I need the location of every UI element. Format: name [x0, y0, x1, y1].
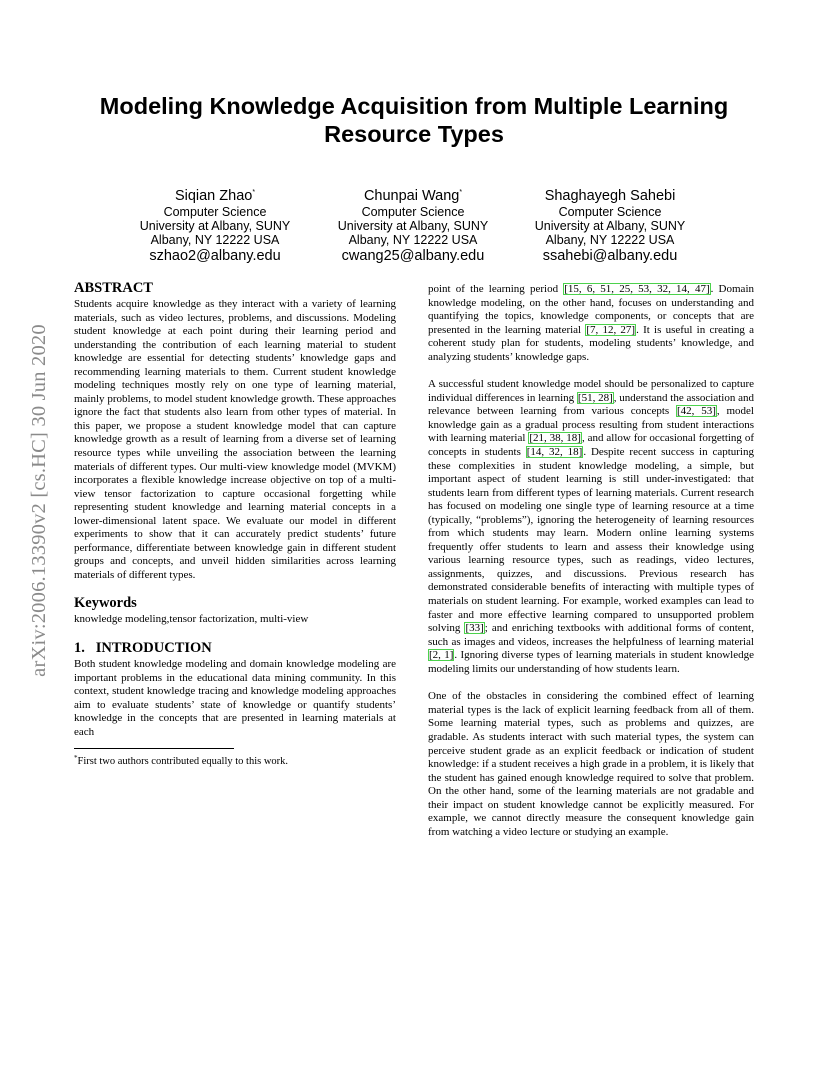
- author-department: Computer Science: [361, 205, 465, 219]
- author-name: Siqian Zhao*: [174, 188, 256, 204]
- author-university: University at Albany, SUNY: [337, 219, 489, 233]
- author-university: University at Albany, SUNY: [139, 219, 291, 233]
- author-university: University at Albany, SUNY: [534, 219, 686, 233]
- author-department: Computer Science: [163, 205, 267, 219]
- citation-link[interactable]: [51, 28]: [577, 391, 613, 404]
- citation-link[interactable]: [14, 32, 18]: [526, 446, 583, 459]
- introduction-heading: 1. INTRODUCTION: [74, 640, 212, 657]
- intro-paragraph-continued: point of the learning period [15, 6, 51, 25, 53, 32, 14, 47]. Domain knowledge modeling, on the other hand, focuses on understanding and quantifying the topics, knowledge components, or concepts that are presented in the learning material [7, 12, 27]. It is useful in creating a coherent study plan for students, modeling students’ knowledge, and analyzing students’ knowledge gaps.: [428, 283, 754, 363]
- arxiv-identifier-text: arXiv:2006.13390v2 [cs.HC] 30 Jun 2020: [27, 323, 50, 677]
- citation-link[interactable]: [33]: [465, 622, 484, 635]
- citation-link[interactable]: [7, 12, 27]: [586, 323, 636, 336]
- right-column: [428, 283, 754, 839]
- introduction-paragraph-1: Both student knowledge modeling and domain knowledge modeling are important problems in the educational data mining community. In this context, student knowledge tracing and knowledge modeling approaches aim to evaluate students’ state of knowledge or quantify students’ knowledge in the concepts that are presented in learning materials at each: [74, 658, 396, 738]
- intro-paragraph-2: A successful student knowledge model should be personalized to capture individual differences in learning [51, 28], understand the association and relevance between learning from various concepts [42, 53], model knowledge gain as a gradual process resulting from student interactions with learning material [21, 38, 18], and allow for occasional forgetting of concepts in students [14, 32, 18]. Despite recent success in capturing these complexities in student knowledge modeling, a simple, but important aspect of student learning is still under-investigated: that students learn from different types of learning materials. Current research has focused on modeling one single type of learning resource at a time (typically, “problems”), ignoring the heterogeneity of learning resources from which students may learn. Modern online learning systems frequently offer students to learn and assess their knowledge using various learning resource types, such as readings, video lectures, assignments, quizzes, and discussions. Previous research has demonstrated considerable benefits of interacting with multiple types of materials on student learning. For example, worked examples can lead to faster and more effective learning compared to unsupported problem solving [33]; and enriching textbooks with additional forms of content, such as images and videos, increases the helpfulness of learning material [2, 1]. Ignoring diverse types of learning materials in student knowledge modeling limits our understanding of how students learn.: [428, 378, 755, 675]
- citation-link[interactable]: [2, 1]: [429, 649, 454, 662]
- author-email[interactable]: szhao2@albany.edu: [149, 248, 281, 264]
- author-email[interactable]: cwang25@albany.edu: [341, 248, 485, 264]
- intro-paragraph-3: One of the obstacles in considering the combined effect of learning material types is the lack of explicit learning feedback from all of them. Some learning material types, such as problems and quizzes, are gradable. As students interact with such material types, the system can perceive student grade as an explicit feedback or indication of student knowledge: if a student receives a high grade in a problem, it is likely that the student has gained enough knowledge required to solve that problem. On the other hand, some of the learning materials are not gradable and their impact on student knowledge cannot be explicitly measured. For example, we cannot directly measure the consequent knowledge gain from watching a video lecture or studying an example.: [428, 690, 754, 838]
- author-name: Shaghayegh Sahebi: [544, 188, 676, 204]
- abstract-text: Students acquire knowledge as they interact with a variety of learning materials, such as video lectures, problems, and discussions. Modeling student knowledge at each point during their learning period and understanding the contribution of each learning material to student knowledge are essential for detecting students’ knowledge gaps and recommending learning materials to them. Current student knowledge modeling techniques mostly rely on one type of learning material, mainly problems, to model student knowledge growth. These approaches ignore the fact that students also learn from other types of material. In this paper, we propose a student knowledge model that can capture knowledge growth as a result of learning from a diverse set of learning resource types while unveiling the association between the learning materials of different types. Our multi-view knowledge model (MVKM) incorporates a flexible knowledge increase objective on top of a multi-view tensor factorization to capture occasional forgetting while representing student knowledge and learning material concepts in a lower-dimensional latent space. We evaluate our model in different experiments to show that it can accurately predict students’ future performance, differentiate between knowledge gain in different student groups and concepts, and unveil hidden similarities across learning materials of different types.: [74, 298, 396, 581]
- footnote: *First two authors contributed equally to this work.: [74, 754, 289, 768]
- citation-link[interactable]: [21, 38, 18]: [529, 432, 581, 445]
- author-department: Computer Science: [558, 205, 662, 219]
- author-name: Chunpai Wang*: [363, 188, 463, 204]
- author-city: Albany, NY 12222 USA: [545, 233, 675, 247]
- author-city: Albany, NY 12222 USA: [150, 233, 280, 247]
- left-column: [74, 279, 396, 768]
- author-block-1: [115, 184, 315, 266]
- arxiv-identifier-stamp: [14, 290, 64, 710]
- footnote-rule: [74, 748, 234, 749]
- title-line-2: Resource Types: [324, 121, 504, 147]
- paper-title: [70, 92, 758, 148]
- author-email[interactable]: ssahebi@albany.edu: [542, 248, 678, 264]
- citation-link[interactable]: [15, 6, 51, 25, 53, 32, 14, 47]: [564, 283, 710, 295]
- citation-link[interactable]: [42, 53]: [677, 405, 716, 418]
- author-city: Albany, NY 12222 USA: [348, 233, 478, 247]
- author-block-3: [510, 184, 710, 266]
- keywords-text: knowledge modeling,tensor factorization, multi-view: [74, 613, 309, 626]
- author-block-2: [313, 184, 513, 266]
- keywords-heading: Keywords: [74, 595, 137, 612]
- abstract-heading: ABSTRACT: [74, 280, 153, 296]
- title-line-1: Modeling Knowledge Acquisition from Multiple Learning: [99, 93, 729, 119]
